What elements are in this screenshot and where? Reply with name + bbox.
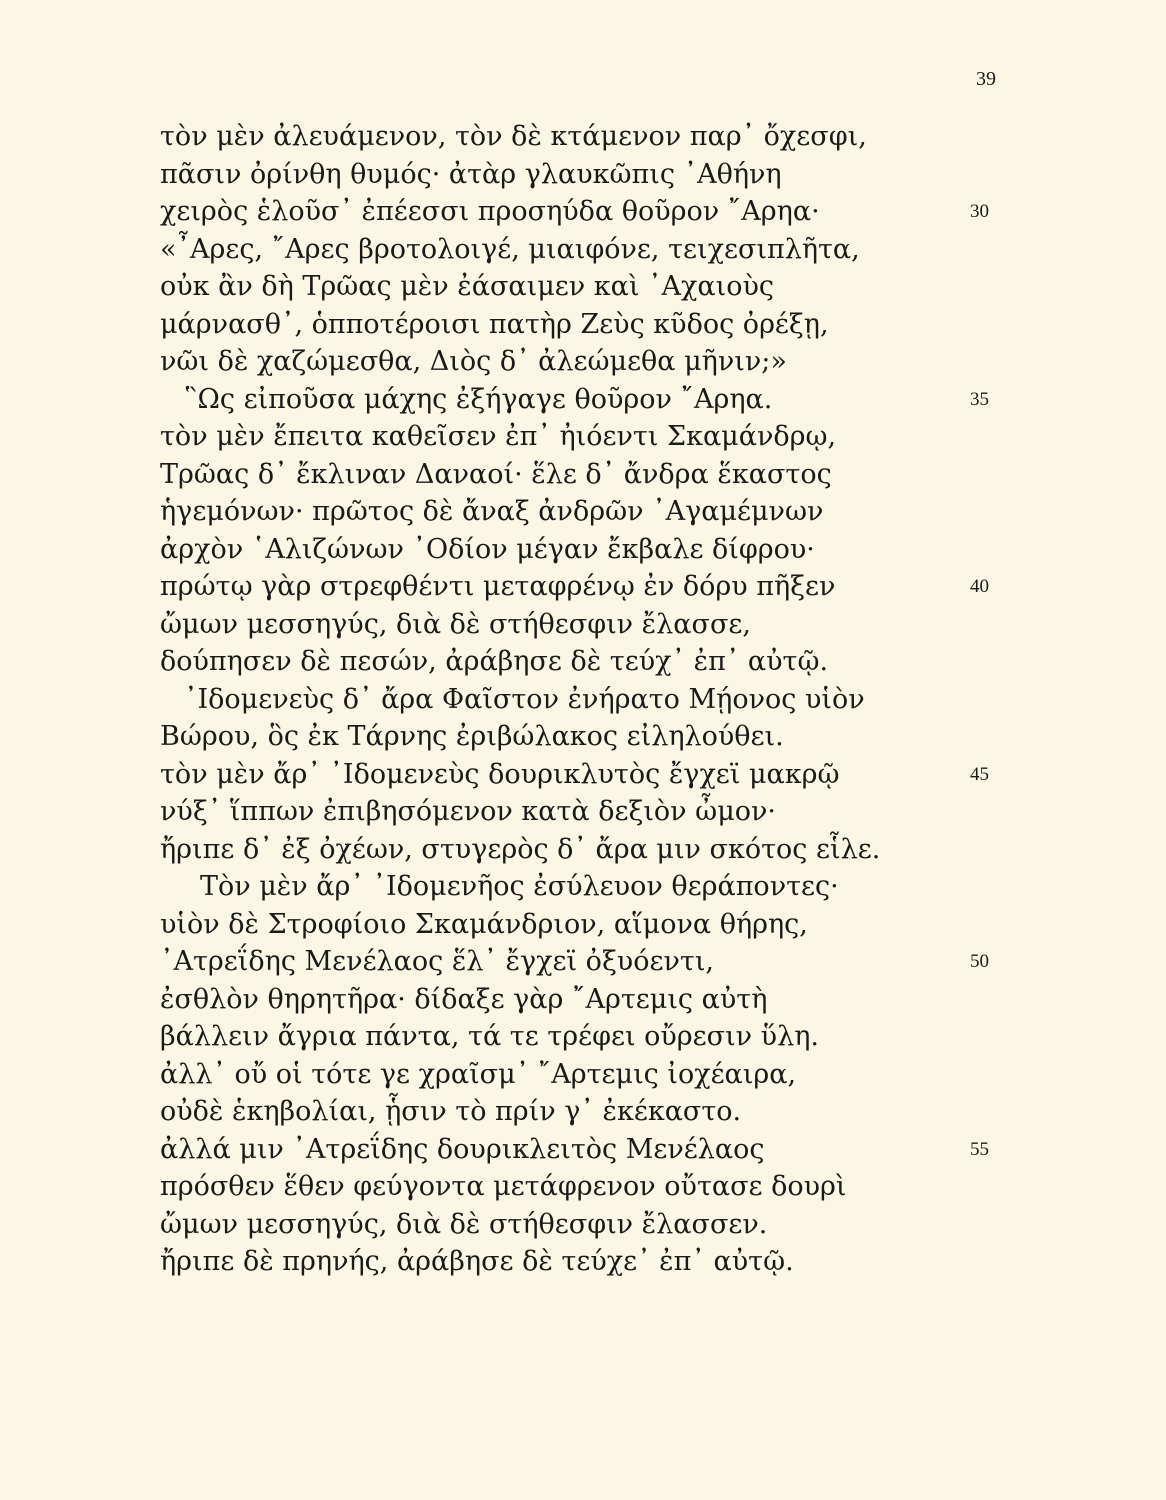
verse-line (160, 793, 1040, 831)
verse-text: νύξ᾿ ἵππων ἐπιβησόμενον κατὰ δεξιὸν ὦμον· (160, 796, 776, 827)
verse-line (160, 231, 1040, 269)
verse-block (160, 118, 1040, 1281)
verse-line (160, 493, 1040, 531)
verse-line (160, 1018, 1040, 1056)
verse-line (160, 1056, 1040, 1094)
verse-line (160, 343, 1040, 381)
verse-text: Βώρου, ὃς ἐκ Τάρνης ἐριβώλακος εἰληλούθει. (160, 721, 784, 752)
verse-line (160, 606, 1040, 644)
verse-text: υἱὸν δὲ Στροφίοιο Σκαμάνδριον, αἵμονα θήρης, (160, 908, 808, 940)
verse-line (160, 1131, 1040, 1169)
page-number: 39 (976, 68, 996, 90)
verse-text: πρόσθεν ἕθεν φεύγοντα μετάφρενον οὔτασε δουρὶ (160, 1171, 847, 1202)
verse-text: «῏Αρες, ῎Αρες βροτολοιγέ, μιαιφόνε, τειχεσιπλῆτα, (160, 233, 860, 265)
verse-line (160, 193, 1040, 231)
verse-text: μάρνασθ᾿, ὁπποτέροισι πατὴρ Ζεὺς κῦδος ὀρέξῃ, (160, 308, 829, 340)
verse-text: βάλλειν ἄγρια πάντα, τά τε τρέφει οὔρεσιν ὕλη. (160, 1021, 819, 1052)
verse-line (160, 531, 1040, 569)
verse-line (160, 381, 1040, 419)
verse-line (160, 156, 1040, 194)
verse-text: τὸν μὲν ἔπειτα καθεῖσεν ἐπ᾿ ἠιόεντι Σκαμάνδρῳ, (160, 421, 837, 452)
verse-line (160, 118, 1040, 156)
verse-text: οὐδὲ ἑκηβολίαι, ᾗσιν τὸ πρίν γ᾿ ἐκέκαστο. (160, 1096, 742, 1127)
verse-text: πρώτῳ γὰρ στρεφθέντι μεταφρένῳ ἐν δόρυ πῆξεν (160, 571, 836, 602)
verse-text: τὸν μὲν ἀλευάμενον, τὸν δὲ κτάμενον παρ᾿ ὄχεσφι, (160, 121, 867, 152)
verse-text: ᾿Ιδομενεὺς δ᾿ ἄρα Φαῖστον ἐνήρατο Μῄονος υἱὸν (184, 683, 865, 715)
verse-text: νῶι δὲ χαζώμεσθα, Διὸς δ᾿ ἀλεώμεθα μῆνιν;» (160, 346, 787, 377)
line-number: 30 (970, 201, 989, 222)
verse-line (160, 1243, 1040, 1281)
line-number: 35 (970, 388, 989, 410)
verse-text: δούπησεν δὲ πεσών, ἀράβησε δὲ τεύχ᾿ ἐπ᾿ αὐτῷ. (160, 646, 829, 677)
verse-text: ἀλλά μιν ᾿Ατρεΐδης δουρικλειτὸς Μενέλαος (160, 1133, 765, 1165)
line-number: 45 (970, 763, 989, 785)
verse-line (160, 831, 1040, 869)
verse-line (160, 268, 1040, 306)
verse-line (160, 306, 1040, 344)
verse-text: Τρῶας δ᾿ ἔκλιναν Δαναοί· ἕλε δ᾿ ἄνδρα ἕκαστος (160, 458, 832, 490)
verse-line (160, 718, 1040, 756)
verse-text: ᾿Ατρεΐδης Μενέλαος ἕλ᾿ ἔγχεϊ ὀξυόεντι, (160, 946, 714, 977)
verse-text: ὤμων μεσσηγύς, διὰ δὲ στήθεσφιν ἔλασσεν. (160, 1208, 768, 1240)
verse-line (160, 456, 1040, 494)
verse-text: ἀρχὸν ῾Αλιζώνων ᾿Οδίον μέγαν ἔκβαλε δίφρου· (160, 533, 815, 565)
verse-line (160, 418, 1040, 456)
verse-text: ἀλλ᾿ οὔ οἱ τότε γε χραῖσμ᾿ ῎Αρτεμις ἰοχέαιρα, (160, 1058, 797, 1090)
verse-text: τὸν μὲν ἄρ᾿ ᾿Ιδομενεὺς δουρικλυτὸς ἔγχεϊ μακρῷ (160, 758, 840, 790)
line-number: 50 (970, 951, 989, 972)
verse-text: χειρὸς ἑλοῦσ᾿ ἐπέεσσι προσηύδα θοῦρον ῎Αρηα· (160, 196, 820, 227)
verse-line (160, 906, 1040, 944)
verse-text: ῝Ως εἰποῦσα μάχης ἐξήγαγε θοῦρον ῎Αρηα. (184, 383, 773, 415)
verse-text: οὐκ ἂν δὴ Τρῶας μὲν ἐάσαιμεν καὶ ᾿Αχαιοὺς (160, 271, 774, 302)
line-number: 40 (970, 576, 989, 597)
verse-line (160, 643, 1040, 681)
verse-text: ὤμων μεσσηγύς, διὰ δὲ στήθεσφιν ἔλασσε, (160, 608, 751, 640)
verse-line (160, 1168, 1040, 1206)
verse-line (160, 568, 1040, 606)
verse-text: πᾶσιν ὀρίνθη θυμός· ἀτὰρ γλαυκῶπις ᾿Αθήνη (160, 158, 782, 190)
verse-text: ἐσθλὸν θηρητῆρα· δίδαξε γὰρ ῎Αρτεμις αὐτὴ (160, 983, 768, 1015)
verse-text: ἤριπε δὲ πρηνής, ἀράβησε δὲ τεύχε᾿ ἐπ᾿ αὐτῷ. (160, 1246, 794, 1277)
verse-line (160, 1206, 1040, 1244)
verse-text: Τὸν μὲν ἄρ᾿ ᾿Ιδομενῆος ἐσύλευον θεράποντες· (200, 871, 839, 902)
verse-line (160, 943, 1040, 981)
verse-line (160, 1093, 1040, 1131)
verse-line (160, 981, 1040, 1019)
verse-line (160, 756, 1040, 794)
verse-text: ἡγεμόνων· πρῶτος δὲ ἄναξ ἀνδρῶν ᾿Αγαμέμνων (160, 496, 824, 527)
verse-line (160, 681, 1040, 719)
verse-line (160, 868, 1040, 906)
line-number: 55 (970, 1138, 989, 1160)
verse-text: ἤριπε δ᾿ ἐξ ὀχέων, στυγερὸς δ᾿ ἄρα μιν σκότος εἷλε. (160, 833, 881, 865)
